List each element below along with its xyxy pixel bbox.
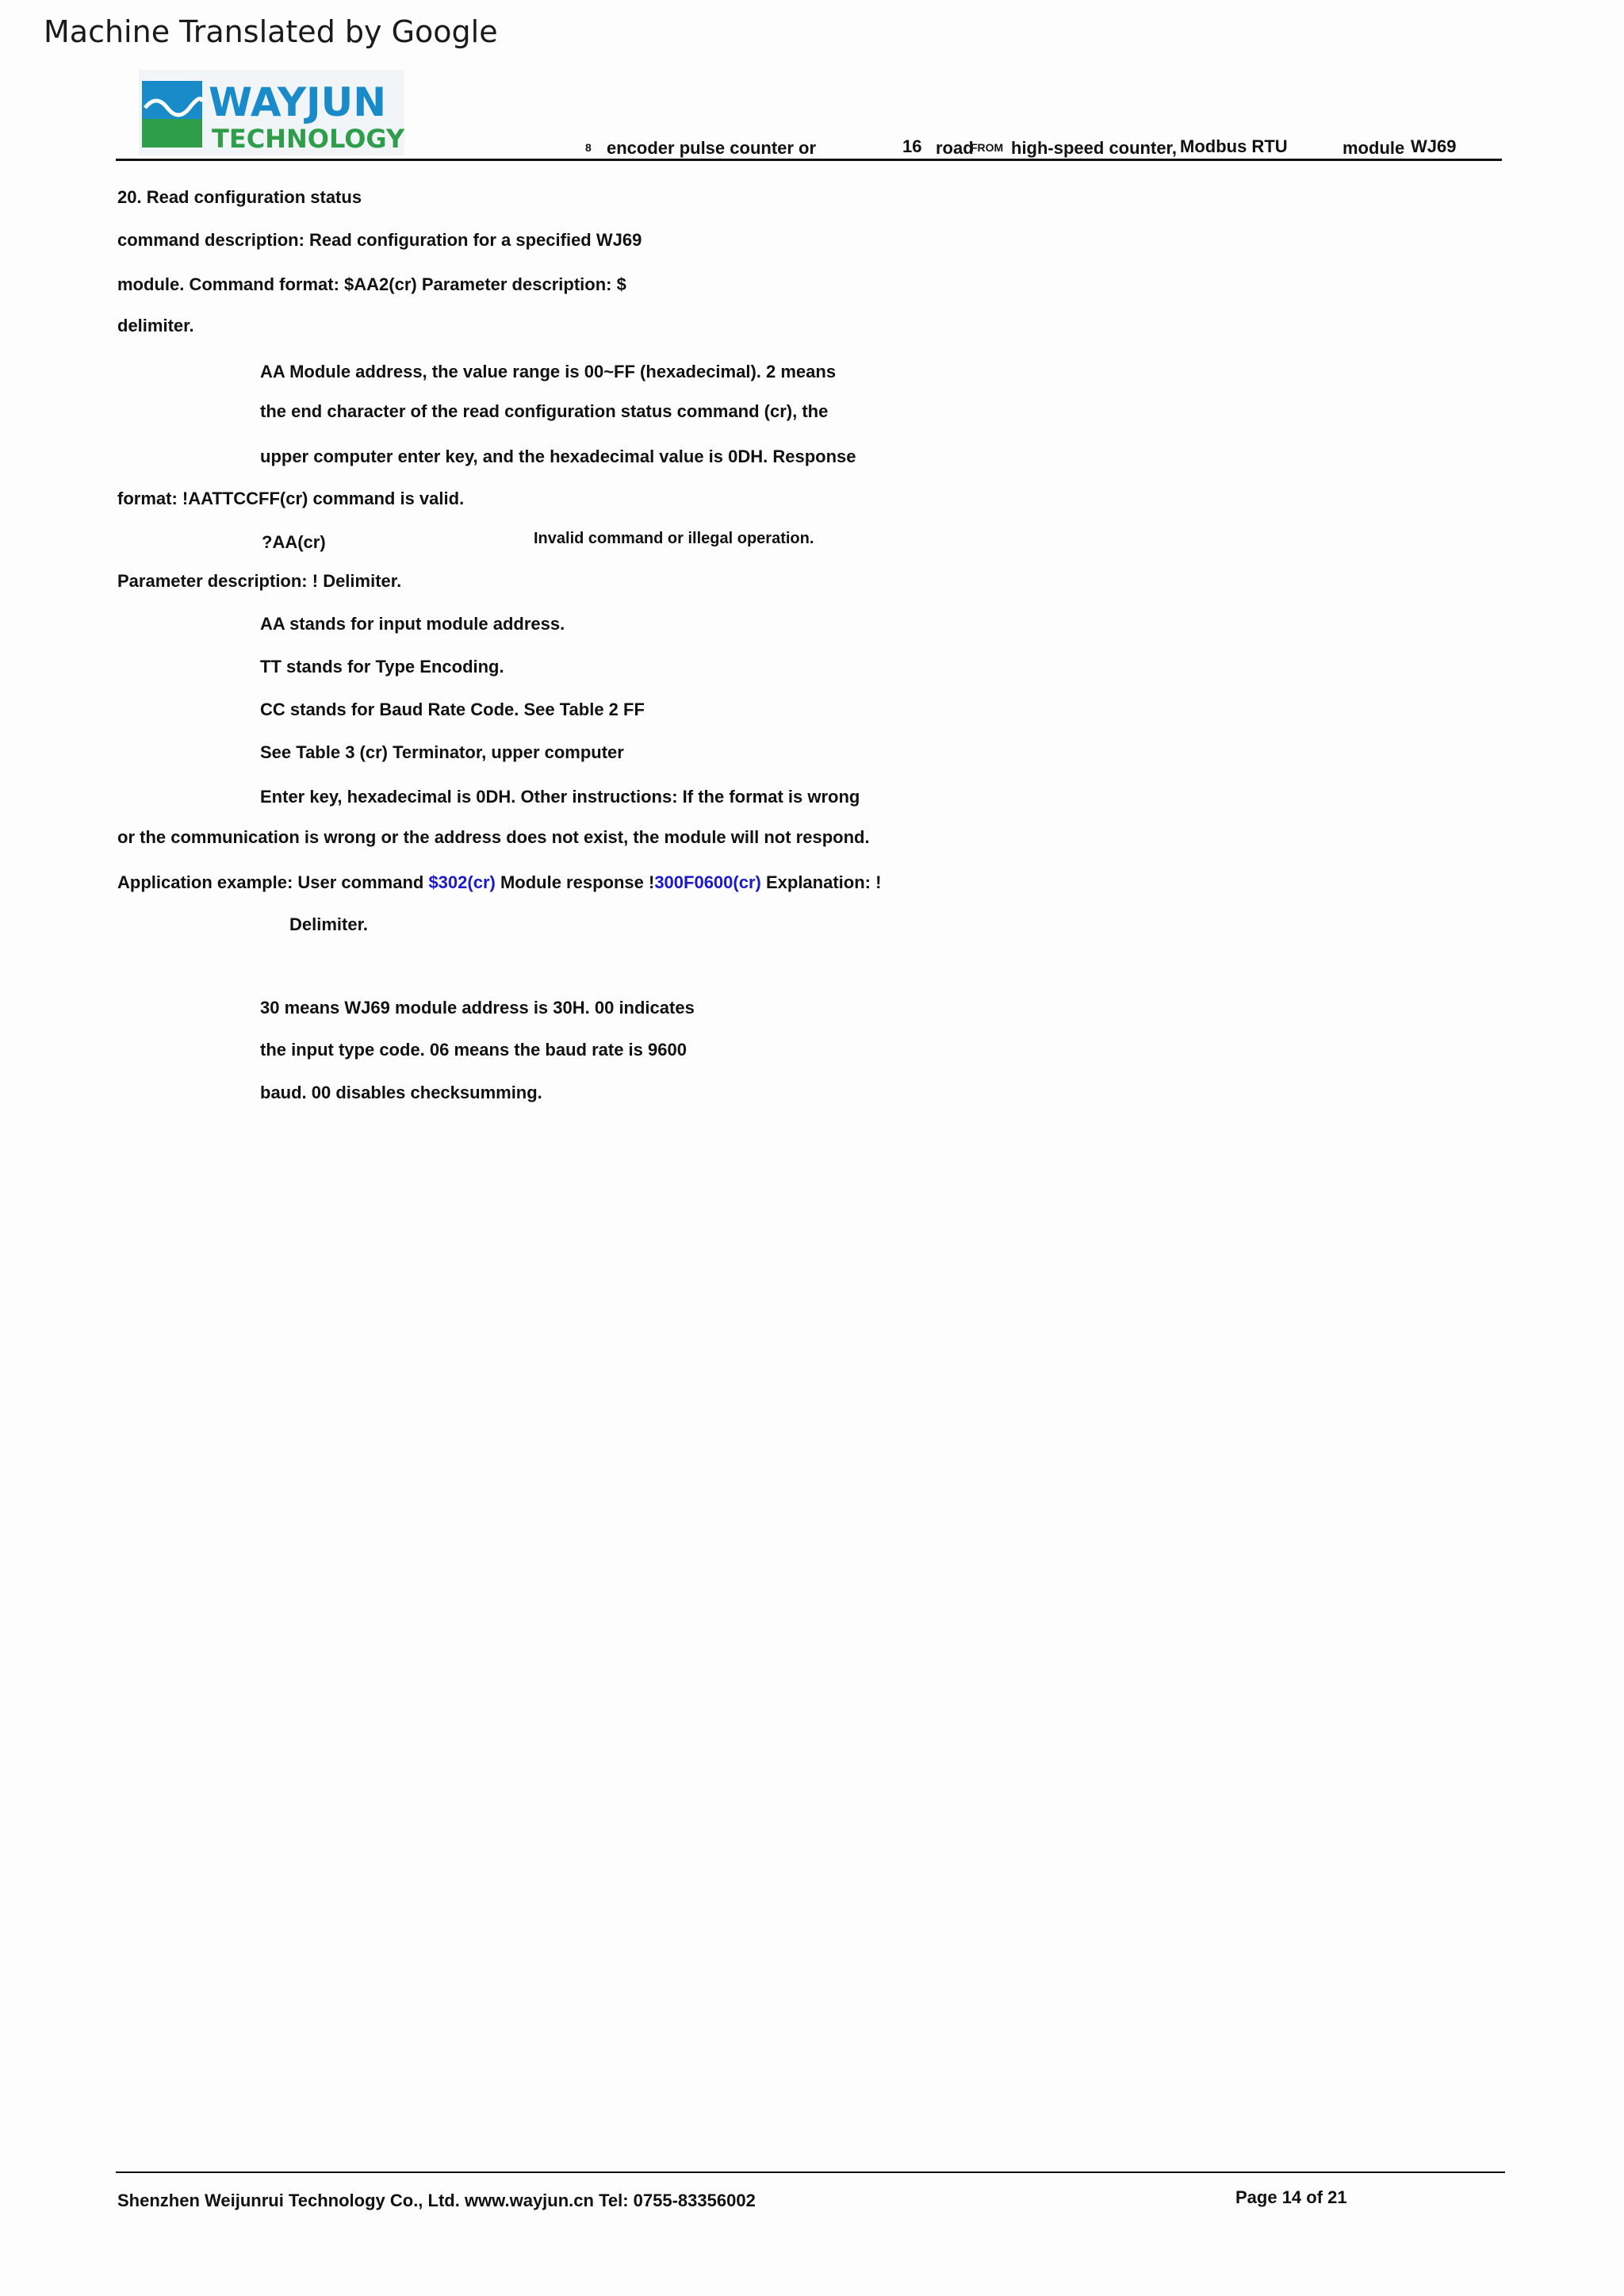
body-line: or the communication is wrong or the address does not exist, the module will not respond. xyxy=(117,827,870,847)
header-text-from: FROM xyxy=(971,141,1004,154)
body-line: command description: Read configuration for a specified WJ69 xyxy=(117,230,642,250)
body-line: Invalid command or illegal operation. xyxy=(534,530,814,547)
header-text-wj69: WJ69 xyxy=(1411,136,1457,156)
body-line: 30 means WJ69 module address is 30H. 00 indicates xyxy=(260,998,695,1018)
machine-translation-banner: Machine Translated by Google xyxy=(44,14,498,49)
footer-rule xyxy=(116,2171,1505,2173)
body-line: Parameter description: ! Delimiter. xyxy=(117,571,402,591)
body-line: CC stands for Baud Rate Code. See Table 2 FF xyxy=(260,700,645,719)
app-text: Application example: User command xyxy=(117,872,429,892)
application-example xyxy=(117,872,881,893)
header-rule xyxy=(116,159,1502,161)
header-num-8: 8 xyxy=(585,141,592,154)
body-line: AA stands for input module address. xyxy=(260,614,565,634)
body-line: See Table 3 (cr) Terminator, upper computer xyxy=(260,742,624,762)
footer-company: Shenzhen Weijunrui Technology Co., Ltd. www.wayjun.cn Tel: 0755-83356002 xyxy=(117,2191,756,2210)
body-line: the input type code. 06 means the baud rate is 9600 xyxy=(260,1040,687,1060)
body-line: the end character of the read configuration status command (cr), the xyxy=(260,401,829,421)
app-text: Module response ! xyxy=(495,872,655,892)
body-line: baud. 00 disables checksumming. xyxy=(260,1083,542,1102)
logo-text-wayjun: WAYJUN xyxy=(209,79,387,125)
header-num-16: 16 xyxy=(902,136,922,156)
body-line: ?AA(cr) xyxy=(262,532,326,552)
header-text-module: module xyxy=(1342,138,1405,158)
body-line: Enter key, hexadecimal is 0DH. Other instructions: If the format is wrong xyxy=(260,787,860,807)
body-line: Delimiter. xyxy=(289,914,369,934)
header-text-road: road xyxy=(936,138,974,158)
header-text-counter: high-speed counter, xyxy=(1011,138,1178,158)
body-line: TT stands for Type Encoding. xyxy=(260,657,504,677)
app-command: $302(cr) xyxy=(428,872,496,892)
body-line: module. Command format: $AA2(cr) Parameter description: $ xyxy=(117,274,626,294)
body-line: upper computer enter key, and the hexadecimal value is 0DH. Response xyxy=(260,447,856,466)
body-line: AA Module address, the value range is 00~FF (hexadecimal). 2 means xyxy=(260,362,837,381)
wayjun-logo xyxy=(139,70,404,155)
section-heading: 20. Read configuration status xyxy=(117,187,362,207)
app-text: Explanation: ! xyxy=(760,872,882,892)
app-response: 300F0600(cr) xyxy=(654,872,761,892)
header-text-encoder: encoder pulse counter or xyxy=(607,138,817,158)
body-line: delimiter. xyxy=(117,316,194,335)
logo-text-technology: TECHNOLOGY xyxy=(212,124,404,154)
header-text-modbus: Modbus RTU xyxy=(1180,136,1288,156)
body-line: format: !AATTCCFF(cr) command is valid. xyxy=(117,489,465,508)
footer-page-number: Page 14 of 21 xyxy=(1235,2187,1347,2207)
